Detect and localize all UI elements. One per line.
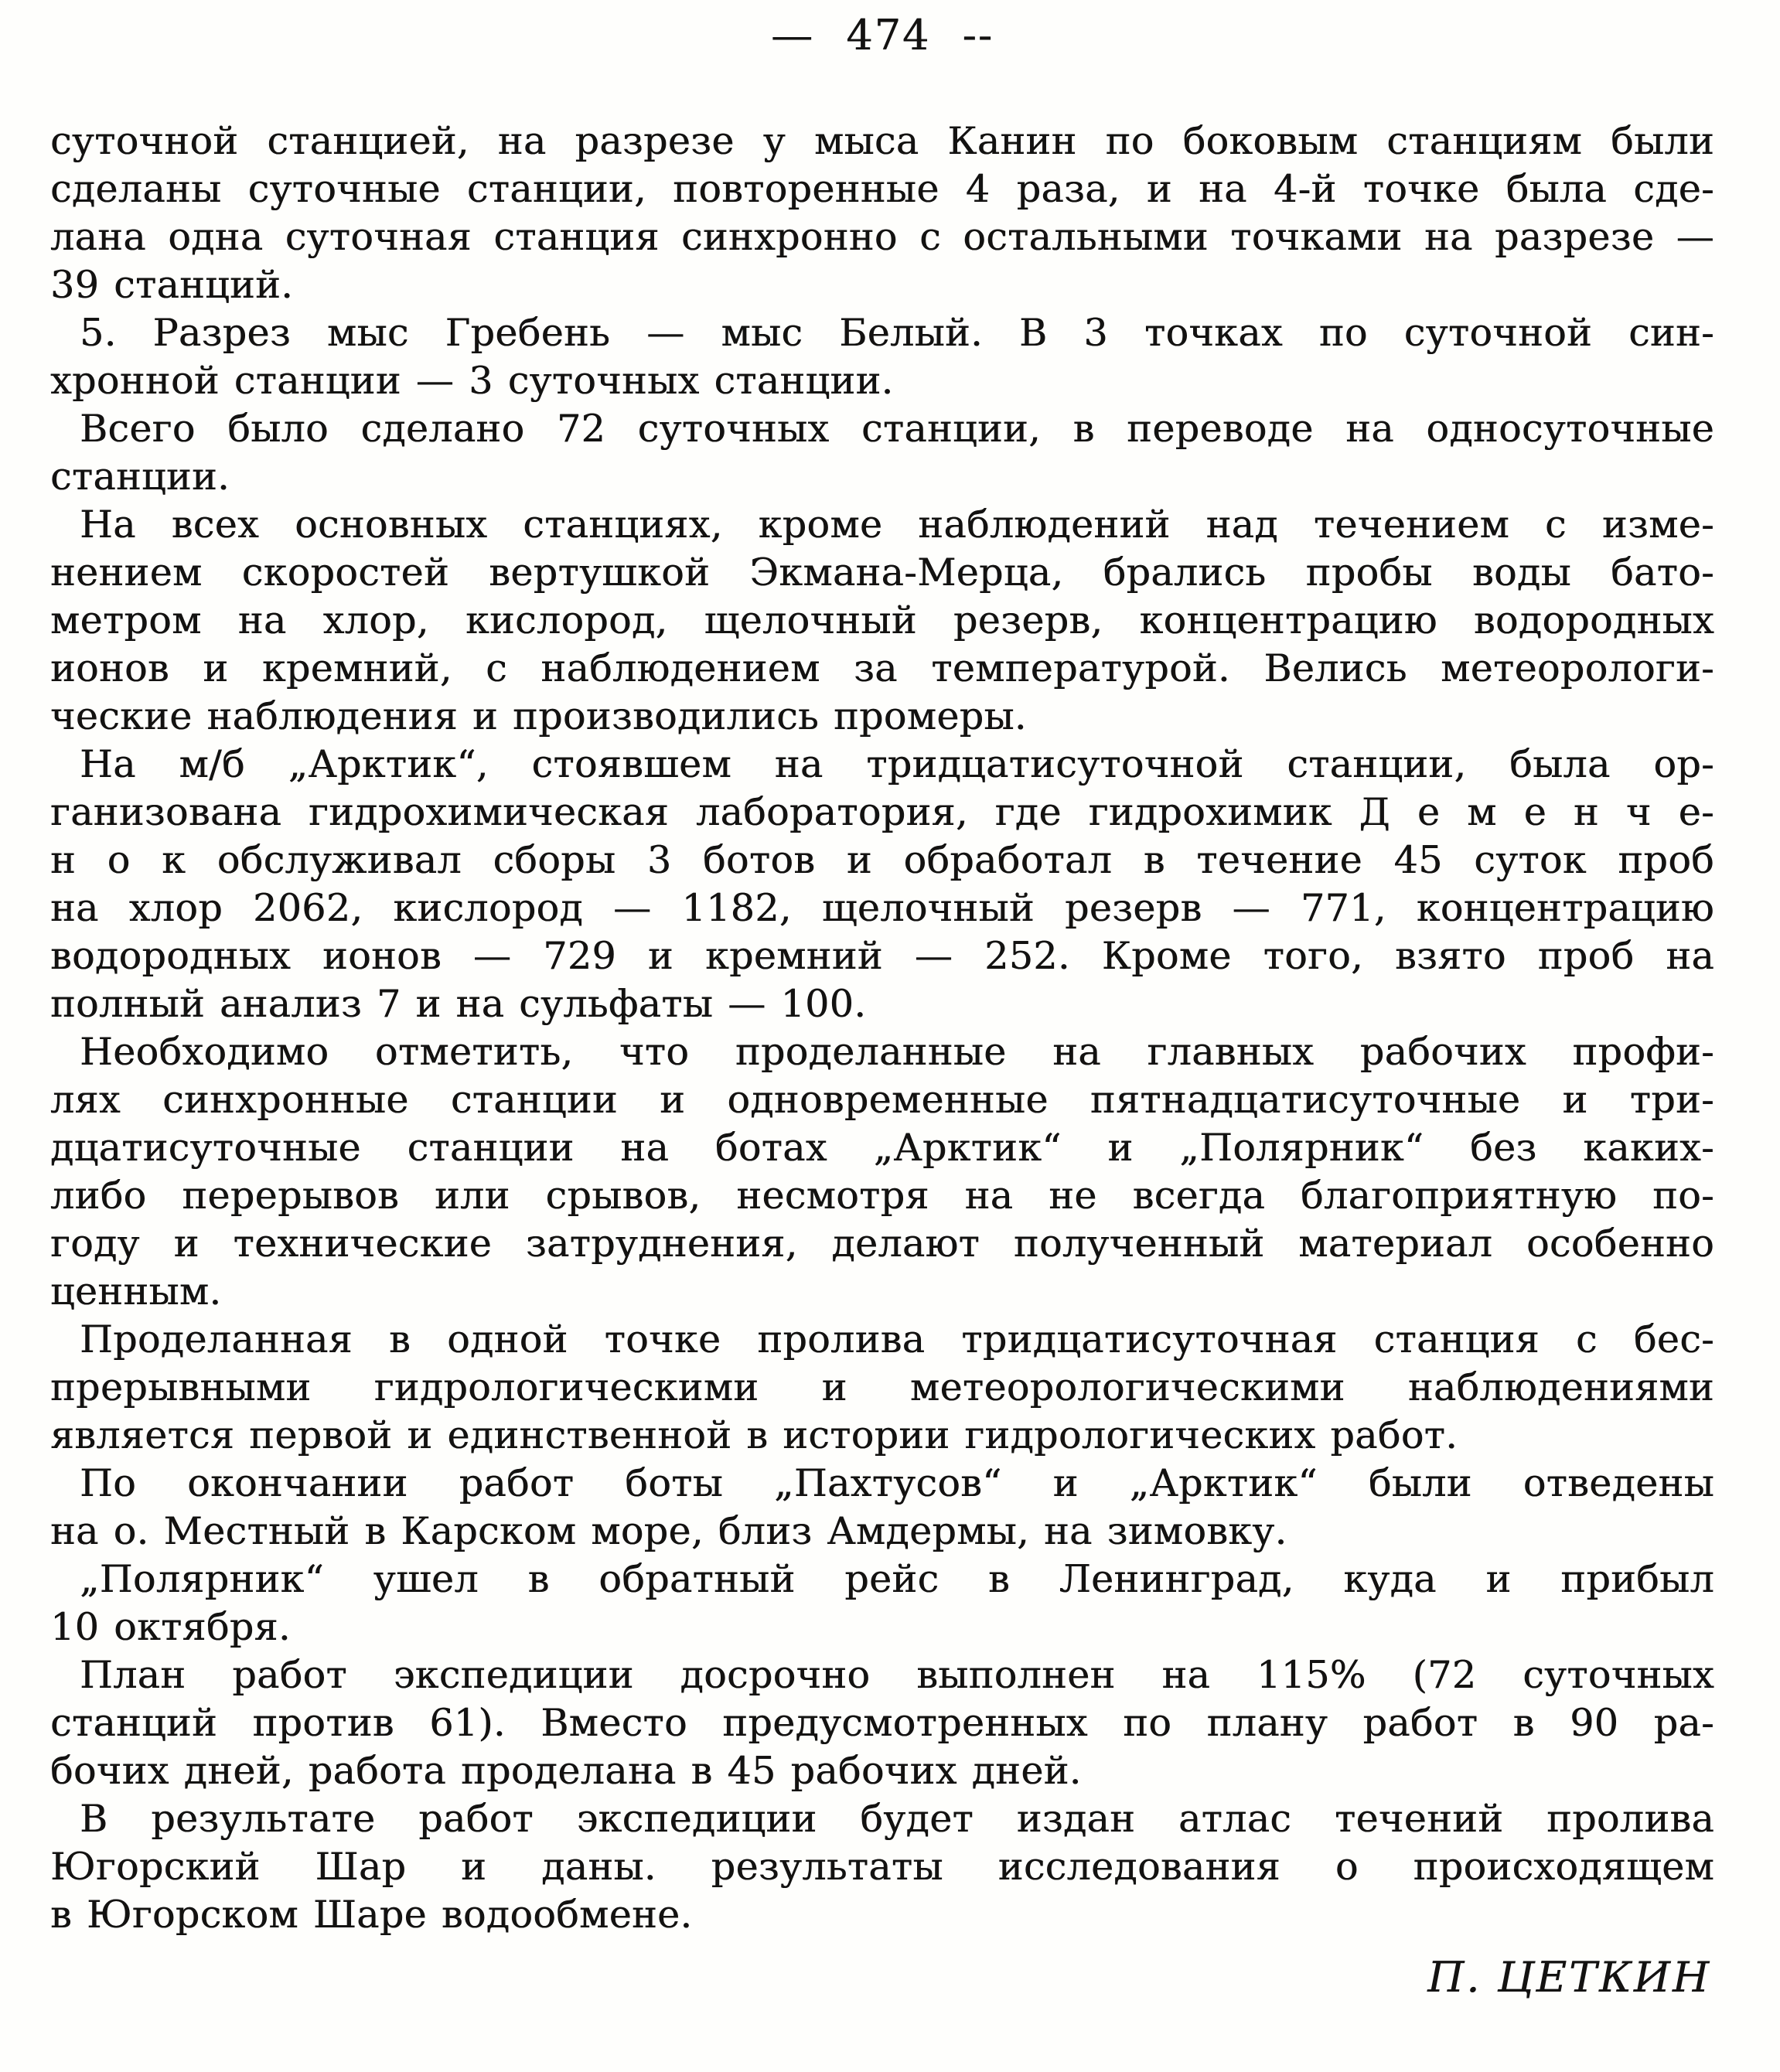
text-line: водородных ионов — 729 и кремний — 252. Кроме того, взято проб на bbox=[50, 934, 1714, 978]
text-line: полный анализ 7 и на сульфаты — 100. bbox=[50, 982, 867, 1026]
paragraph bbox=[50, 1795, 1714, 1939]
text-line: в Югорском Шаре водообмене. bbox=[50, 1893, 693, 1937]
paragraph bbox=[50, 1316, 1714, 1460]
text-line: бочих дней, работа проделана в 45 рабочих дней. bbox=[50, 1749, 1082, 1793]
text-line: году и технические затруднения, делают полученный материал особенно bbox=[50, 1222, 1714, 1266]
text-line: н о к обслуживал сборы 3 ботов и обработал в течение 45 суток проб bbox=[50, 838, 1714, 882]
text-line: прерывными гидрологическими и метеорологическими наблюдениями bbox=[50, 1365, 1714, 1409]
text-line: ценным. bbox=[50, 1269, 222, 1314]
text-line: на хлор 2062, кислород — 1182, щелочный резерв — 771, концентрацию bbox=[50, 886, 1714, 930]
text-line: является первой и единственной в истории гидрологических работ. bbox=[50, 1413, 1458, 1457]
text-line: на о. Местный в Карском море, близ Амдермы, на зимовку. bbox=[50, 1509, 1287, 1553]
paragraph bbox=[50, 1651, 1714, 1795]
text-line: метром на хлор, кислород, щелочный резерв, концентрацию водородных bbox=[50, 598, 1714, 642]
text-line: ческие наблюдения и производились промеры. bbox=[50, 694, 1027, 738]
paragraph bbox=[50, 1460, 1714, 1556]
text-line: „Полярник“ ушел в обратный рейс в Ленинград, куда и прибыл bbox=[80, 1557, 1714, 1601]
paragraph bbox=[50, 1556, 1714, 1651]
text-line: сделаны суточные станции, повторенные 4 раза, и на 4-й точке была сде- bbox=[50, 167, 1714, 211]
text-line: 39 станций. bbox=[50, 263, 294, 307]
text-line: лана одна суточная станция синхронно с остальными точками на разрезе — bbox=[50, 215, 1714, 259]
text-line: Необходимо отметить, что проделанные на главных рабочих профи- bbox=[80, 1030, 1714, 1074]
text-line: нением скоростей вертушкой Экмана-Мерца, брались пробы воды бато- bbox=[50, 550, 1714, 595]
text-line: либо перерывов или срывов, несмотря на не всегда благоприятную по- bbox=[50, 1174, 1714, 1218]
page-number: — 474 -- bbox=[771, 11, 994, 60]
text-line: План работ экспедиции досрочно выполнен на 115% (72 суточных bbox=[80, 1653, 1714, 1697]
text-line: 5. Разрез мыс Гребень — мыс Белый. В 3 точках по суточной син- bbox=[80, 311, 1714, 355]
text-line: Проделанная в одной точке пролива тридцатисуточная станция с бес- bbox=[80, 1317, 1714, 1361]
paragraph bbox=[50, 501, 1714, 741]
signature: П. ЦЕТКИН bbox=[1427, 1953, 1711, 2002]
document-body bbox=[50, 118, 1714, 2002]
text-line: дцатисуточные станции на ботах „Арктик“ и „Полярник“ без каких- bbox=[50, 1126, 1714, 1170]
text-line: На м/б „Арктик“, стоявшем на тридцатисуточной станции, была ор- bbox=[80, 742, 1714, 786]
paragraph bbox=[50, 1028, 1714, 1316]
text-line: лях синхронные станции и одновременные пятнадцатисуточные и три- bbox=[50, 1078, 1714, 1122]
text-line: На всех основных станциях, кроме наблюдений над течением с изме- bbox=[80, 503, 1714, 547]
text-line: В результате работ экспедиции будет издан атлас течений пролива bbox=[80, 1797, 1714, 1841]
text-line: станций против 61). Вместо предусмотренных по плану работ в 90 ра- bbox=[50, 1701, 1714, 1745]
text-line: Югорский Шар и даны. результаты исследования о происходящем bbox=[50, 1845, 1714, 1889]
paragraph bbox=[50, 405, 1714, 501]
text-line: По окончании работ боты „Пахтусов“ и „Арктик“ были отведены bbox=[80, 1461, 1714, 1505]
paragraph bbox=[50, 309, 1714, 405]
text-line: суточной станцией, на разрезе у мыса Канин по боковым станциям были bbox=[50, 119, 1714, 163]
text-line: хронной станции — 3 суточных станции. bbox=[50, 359, 894, 403]
text-line: станции. bbox=[50, 455, 230, 499]
text-line: 10 октября. bbox=[50, 1605, 291, 1649]
text-line: ганизована гидрохимическая лаборатория, где гидрохимик Д е м е н ч е- bbox=[50, 790, 1714, 834]
paragraph bbox=[50, 741, 1714, 1028]
text-line: ионов и кремний, с наблюдением за температурой. Велись метеорологи- bbox=[50, 646, 1714, 690]
paragraph bbox=[50, 118, 1714, 309]
text-line: Всего было сделано 72 суточных станции, в переводе на односуточные bbox=[80, 407, 1714, 451]
